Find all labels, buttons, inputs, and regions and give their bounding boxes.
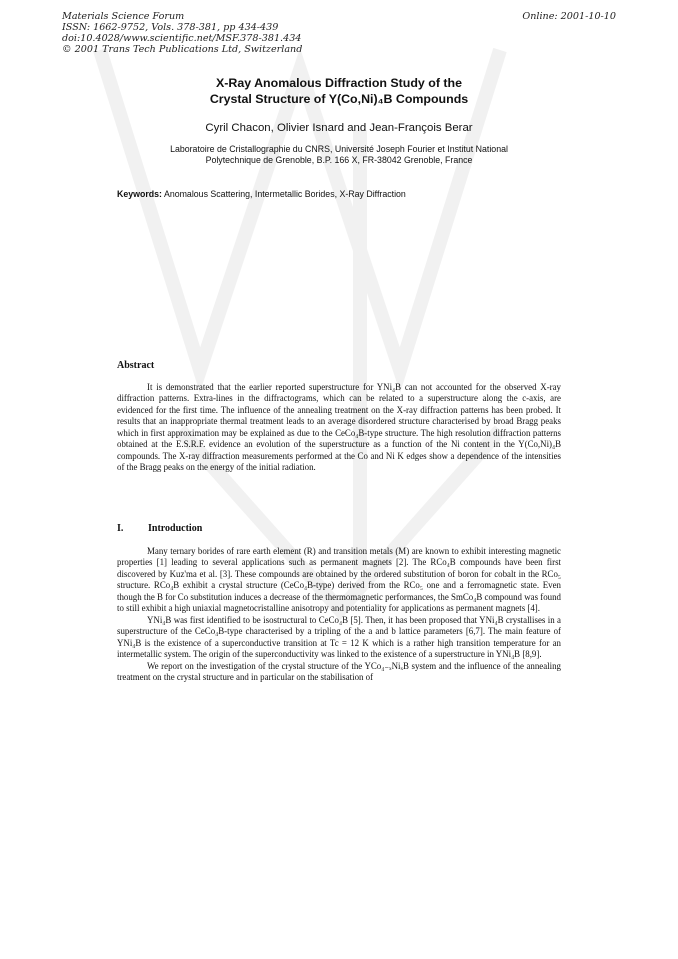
paper-title: [0, 76, 678, 107]
intro-paragraph-2: YNi₄B was first identified to be isostructural to CeCo₄B [5]. Then, it has been proposed that YNi₄B crystallises in a superstructure of the CeCo₄B-type characterised by a tripling of the a and b lattice parameters [6,7]. The main feature of YNi₄B is the existence of a superconductive transition at Tc = 12 K which is a rather high transition temperature for an intermetallic system. The origin of the superconductivity was linked to the existence of a superstructure in YNi₄B [8,9].: [117, 614, 561, 660]
online-date: Online: 2001-10-10: [522, 11, 616, 22]
introduction-heading: [117, 523, 202, 534]
affiliation-line-1: Laboratoire de Cristallographie du CNRS, Université Joseph Fourier et Institut National: [170, 144, 508, 154]
keywords-line: [117, 189, 406, 199]
section-number: I.: [117, 523, 124, 534]
issn-line: ISSN: 1662-9752, Vols. 378-381, pp 434-439: [62, 21, 279, 33]
introduction-body: [117, 546, 561, 683]
keywords-text: Anomalous Scattering, Intermetallic Borides, X-Ray Diffraction: [163, 189, 406, 199]
keywords-label: Keywords:: [117, 189, 162, 199]
intro-paragraph-1: Many ternary borides of rare earth element (R) and transition metals (M) are known to exhibit interesting magnetic properties [1] leading to several applications such as permanent magnets [2]. The RCo₄B compounds have been first discovered by Kuz'ma et al. [3]. These compounds are obtained by the ordered substitution of boron for cobalt in the RCo₅ structure. RCo₄B exhibit a crystal structure (CeCo₄B-type) derived from the RCo₅ one and a ferromagnetic state. Even though the B for Co substitution induces a decrease of the thermomagnetic performances, the SmCo₄B compound was found to still exhibit a high uniaxial magnetocristalline anisotropy and potentiality for applications as permanent magnets [4].: [117, 546, 561, 614]
title-line-1: X-Ray Anomalous Diffraction Study of the: [216, 76, 462, 90]
copyright-line: © 2001 Trans Tech Publications Ltd, Switzerland: [62, 43, 303, 55]
abstract-heading: Abstract: [117, 360, 155, 371]
abstract-body: [117, 382, 561, 474]
doi-line: doi:10.4028/www.scientific.net/MSF.378-381.434: [62, 32, 302, 44]
abstract-paragraph: It is demonstrated that the earlier reported superstructure for YNi₄B can not accounted for the observed X-ray diffraction patterns. Extra-lines in the diffractograms, which can be related to a superstructure along the c-axis, are evidenced for the first time. The influence of the annealing treatment on the X-ray diffraction patterns has been probed. It results that an inappropriate thermal treatment leads to an average disordered structure characterised by broad Bragg peaks which in first approximation may be explained as due to the CeCo₄B-type structure. The high resolution diffraction patterns obtained at the E.S.R.F. evidence an evolution of the superstructure as a function of the Ni content in the Y(Co,Ni)₄B compounds. The X-ray diffraction measurements performed at the Co and Ni K edges show a dependence of the intensities of the Bragg peaks on the energy of the initial radiation.: [117, 382, 561, 473]
affiliation-line-2: Polytechnique de Grenoble, B.P. 166 X, FR-38042 Grenoble, France: [205, 155, 473, 166]
title-line-2: Crystal Structure of Y(Co,Ni)₄B Compounds: [209, 91, 469, 106]
affiliation: [0, 144, 678, 167]
section-title: Introduction: [148, 523, 203, 534]
journal-name: Materials Science Forum: [62, 11, 185, 22]
journal-header: [62, 12, 302, 56]
intro-paragraph-3: We report on the investigation of the crystal structure of the YCo₄₋ₓNiₓB system and the influence of the annealing treatment on the crystal structure and in particular on the stabilisation of: [117, 660, 561, 682]
author-list: Cyril Chacon, Olivier Isnard and Jean-François Berar: [205, 122, 473, 134]
